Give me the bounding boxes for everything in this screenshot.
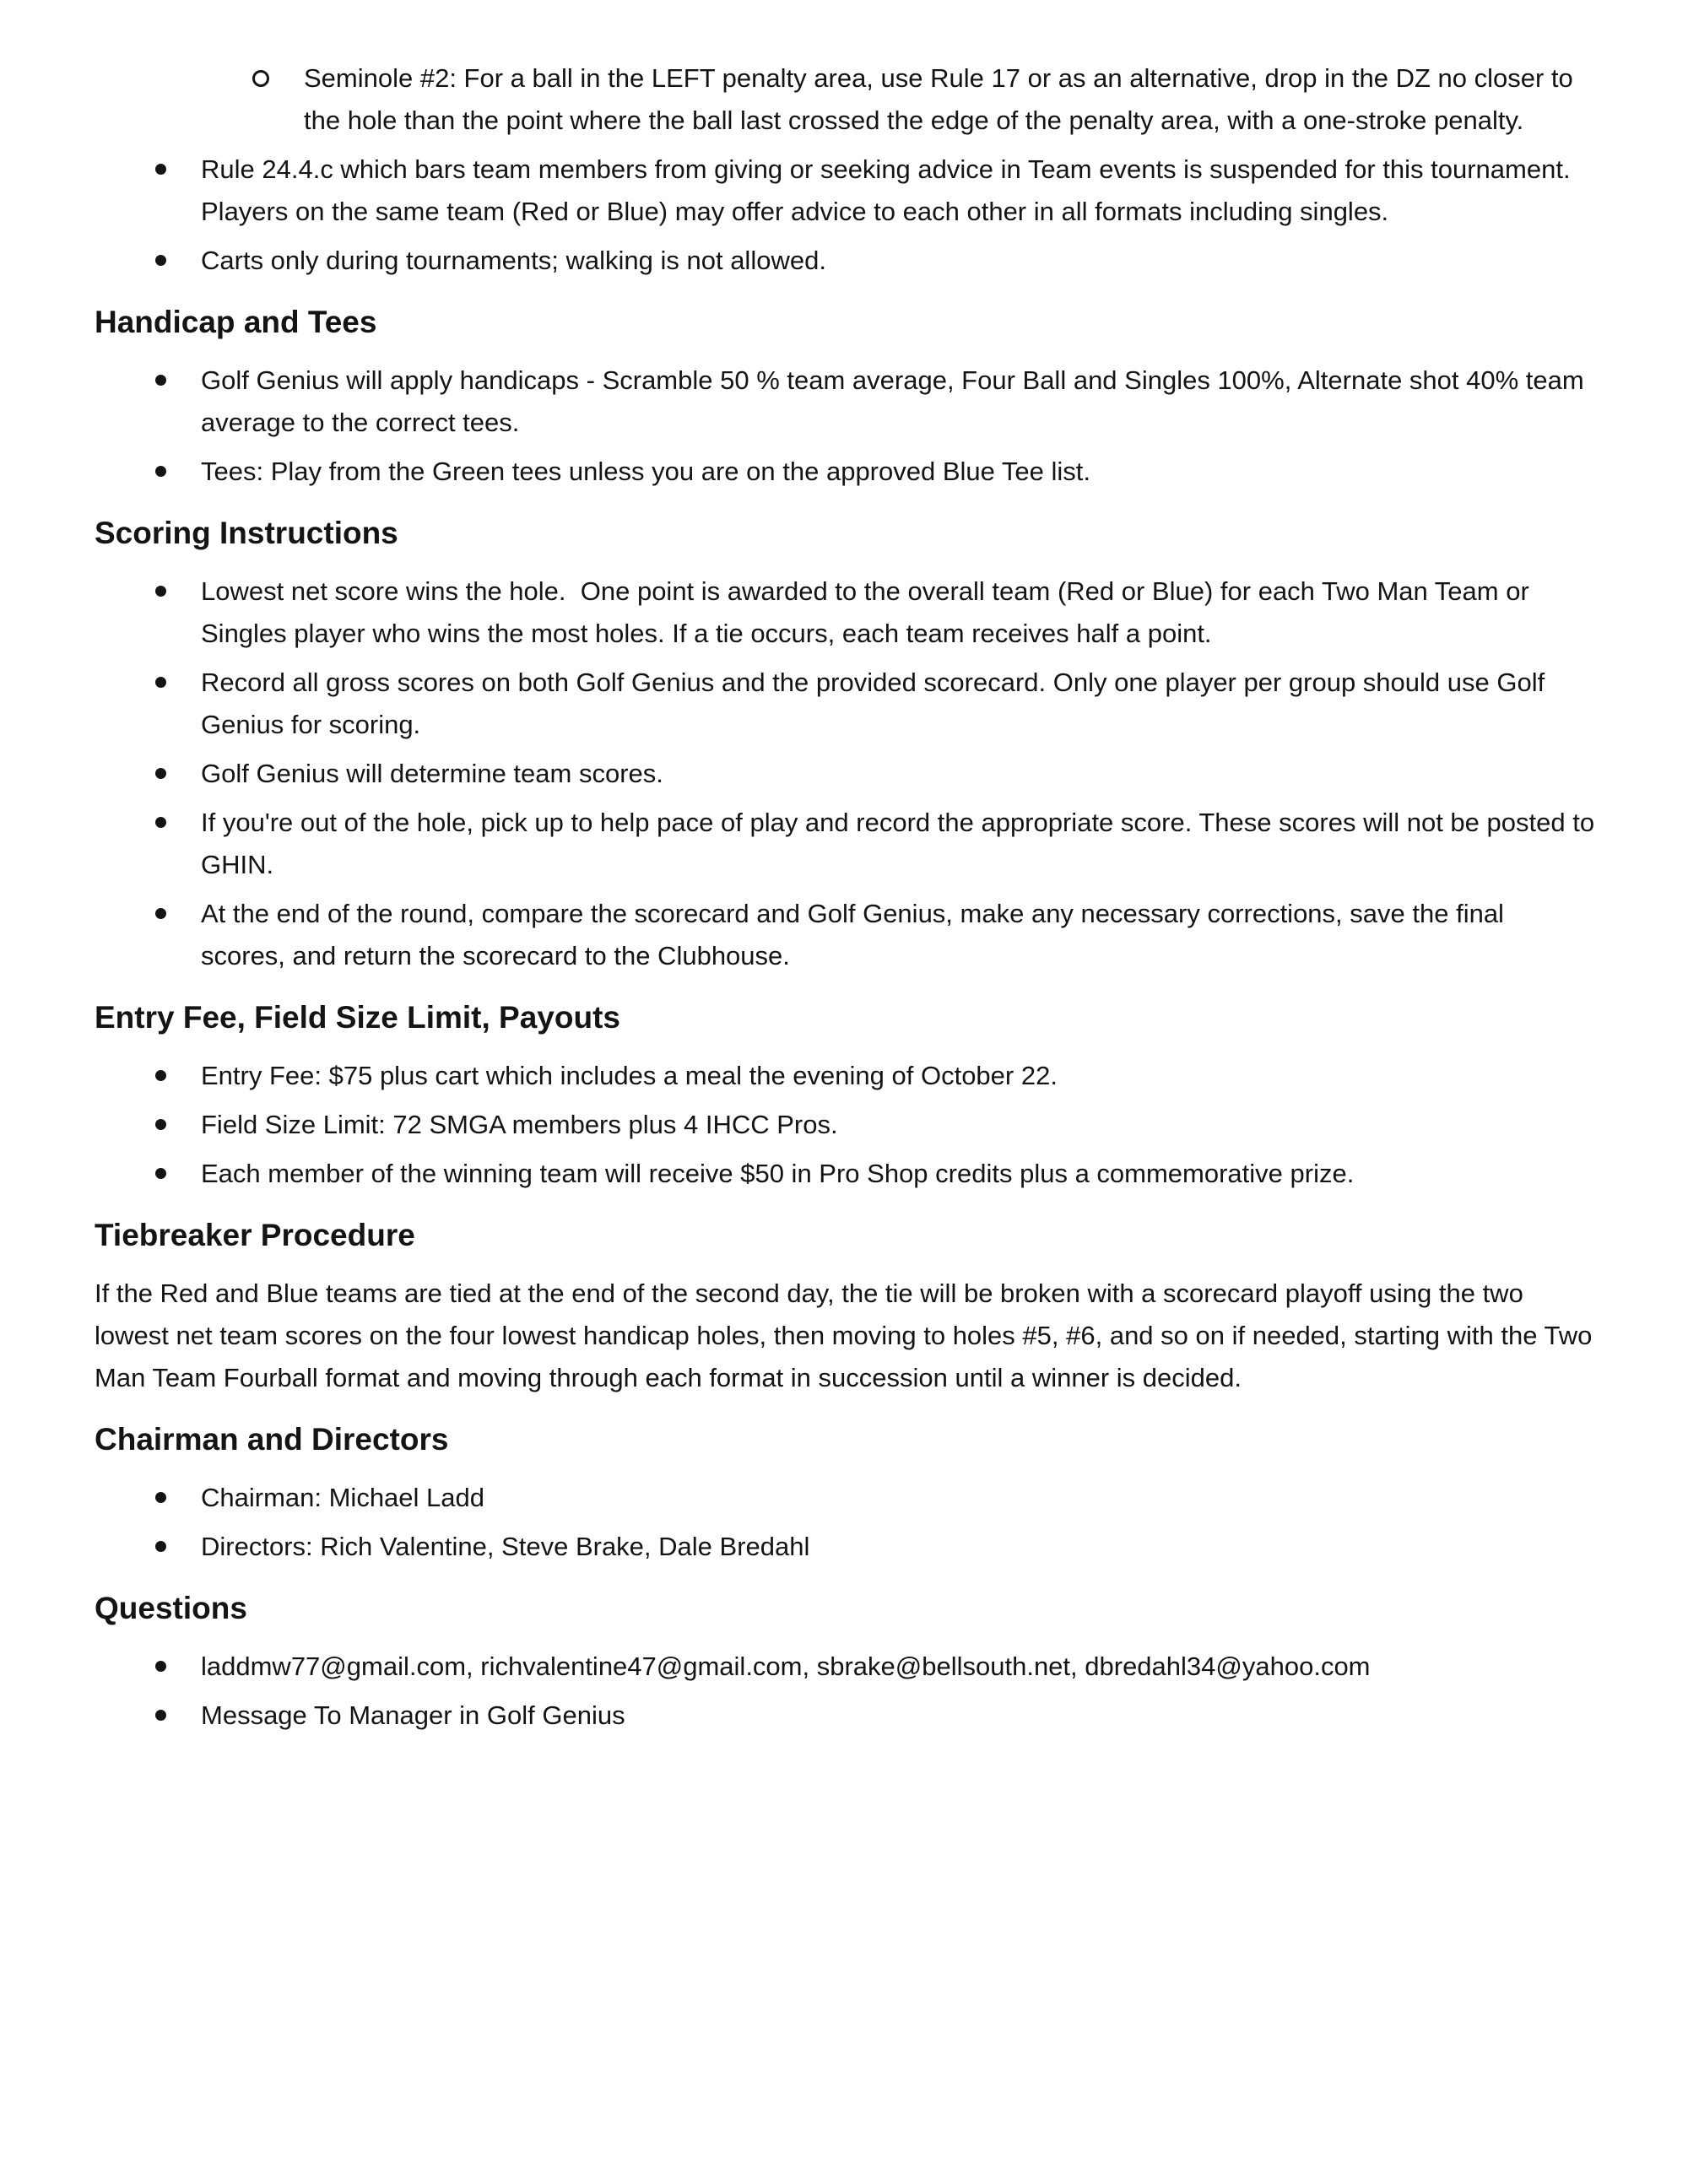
bullet-disc-icon [155,466,166,477]
section-heading-entry-fee: Entry Fee, Field Size Limit, Payouts [95,1000,620,1035]
bullet-disc-icon [155,375,166,386]
bullet-disc-icon [155,908,166,919]
section-heading-tiebreaker: Tiebreaker Procedure [95,1218,415,1252]
general-rules-list [95,149,1595,282]
section-heading-questions: Questions [95,1591,247,1625]
section-heading-chairman-directors: Chairman and Directors [95,1422,449,1457]
list-item-text: Entry Fee: $75 plus cart which includes a meal the evening of October 22. [201,1061,1058,1090]
chairman-list [95,1477,1595,1568]
list-item-text: At the end of the round, compare the scorecard and Golf Genius, make any necessary corrections, save the final scores, and return the scorecard to the Clubhouse. [201,899,1512,970]
list-item-text: Field Size Limit: 72 SMGA members plus 4 IHCC Pros. [201,1110,838,1139]
bullet-disc-icon [155,1710,166,1721]
list-item-text: Directors: Rich Valentine, Steve Brake, Dale Bredahl [201,1532,810,1561]
list-item-text: Seminole #2: For a ball in the LEFT penalty area, use Rule 17 or as an alternative, drop in the DZ no closer to the hole than the point where the ball last crossed the edge of the penalty area, with a one-stroke penalty. [304,63,1581,135]
questions-list [95,1646,1595,1737]
bullet-disc-icon [155,1661,166,1672]
bullet-disc-icon [155,255,166,266]
list-item-text: Lowest net score wins the hole. One point is awarded to the overall team (Red or Blue) for each Two Man Team or Singles player who wins the most holes. If a tie occurs, each team receives half a point. [201,576,1537,648]
handicap-list [95,359,1595,493]
list-item [95,57,1595,142]
list-item [95,893,1595,977]
bullet-disc-icon [155,586,166,597]
bullet-circle-icon [252,70,269,87]
list-item-text: If you're out of the hole, pick up to help pace of play and record the appropriate score. These scores will not be posted to GHIN. [201,808,1602,879]
bullet-disc-icon [155,677,166,688]
list-item [95,240,1595,282]
bullet-disc-icon [155,164,166,175]
list-item-text: Record all gross scores on both Golf Genius and the provided scorecard. Only one player per group should use Golf Genius for scoring. [201,668,1552,739]
list-item [95,149,1595,233]
bullet-disc-icon [155,1492,166,1503]
list-item-text: Each member of the winning team will receive $50 in Pro Shop credits plus a commemorative prize. [201,1159,1355,1188]
tiebreaker-paragraph: If the Red and Blue teams are tied at the end of the second day, the tie will be broken with a scorecard playoff using the two lowest net team scores on the four lowest handicap holes, then moving to holes #5, #6, and so on if needed, starting with the Two Man Team Fourball format and moving through each format in succession until a winner is decided. [95,1279,1600,1392]
list-item-text: Golf Genius will determine team scores. [201,759,663,788]
list-item-text: laddmw77@gmail.com, richvalentine47@gmail.com, sbrake@bellsouth.net, dbredahl34@yahoo.com [201,1652,1371,1681]
bullet-disc-icon [155,1070,166,1081]
bullet-disc-icon [155,1119,166,1130]
bullet-disc-icon [155,768,166,779]
list-item [95,1104,1595,1146]
list-item [95,1695,1595,1737]
list-item [95,1646,1595,1688]
list-item [95,570,1595,655]
list-item [95,1477,1595,1519]
section-heading-scoring-instructions: Scoring Instructions [95,516,398,550]
list-item [95,1153,1595,1195]
list-item [95,802,1602,886]
sub-bullet-list [95,57,1595,142]
list-item-text: Rule 24.4.c which bars team members from giving or seeking advice in Team events is suspended for this tournament. Players on the same team (Red or Blue) may offer advice to each other in all formats including singles. [201,154,1585,226]
bullet-disc-icon [155,1168,166,1179]
bullet-disc-icon [155,817,166,828]
section-heading-handicap-and-tees: Handicap and Tees [95,305,377,339]
list-item [95,662,1595,746]
bullet-disc-icon [155,1541,166,1552]
list-item-text: Tees: Play from the Green tees unless you are on the approved Blue Tee list. [201,457,1091,486]
list-item [95,1055,1595,1097]
scoring-list [95,570,1602,977]
entry-fee-list [95,1055,1595,1195]
list-item-text: Chairman: Michael Ladd [201,1483,485,1512]
list-item [95,1526,1595,1568]
list-item [95,753,1595,795]
list-item [95,451,1595,493]
list-item-text: Golf Genius will apply handicaps - Scramble 50 % team average, Four Ball and Singles 100%, Alternate shot 40% team average to the correct tees. [201,365,1592,437]
list-item [95,359,1595,444]
list-item-text: Carts only during tournaments; walking is not allowed. [201,246,826,275]
list-item-text: Message To Manager in Golf Genius [201,1700,625,1730]
